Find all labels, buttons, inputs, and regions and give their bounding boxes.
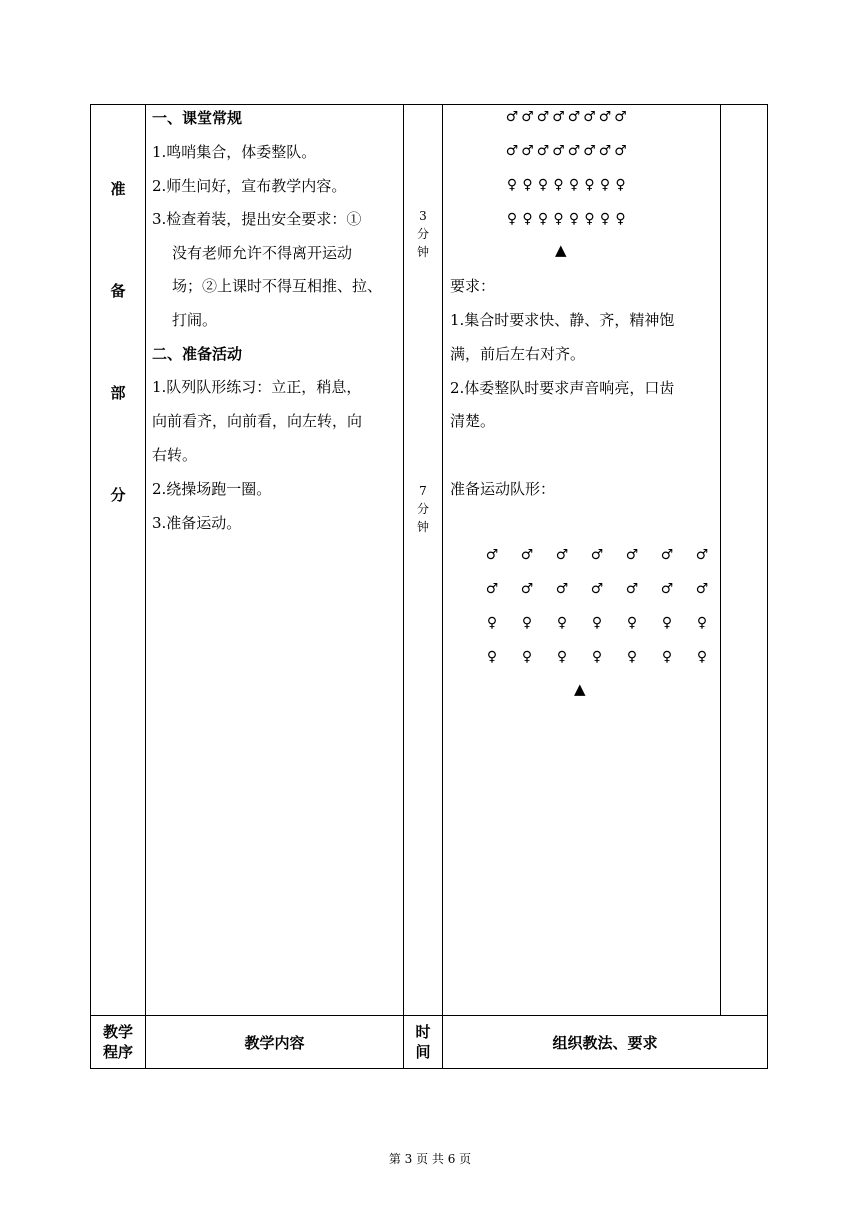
male-student-icon: ♂ [660,547,674,563]
female-student-icon: ♀ [661,649,673,665]
col-border-1 [145,104,146,1069]
teacher-triangle-icon: ▲ [555,241,567,259]
header-organization: 组织教法、要求 [552,1034,658,1052]
content-line: 1.鸣哨集合，体委整队。 [152,143,317,161]
female-student-icon: ♀ [486,615,498,631]
female-student-icon: ♀ [568,211,580,227]
header-time-line: 间 [415,1043,431,1061]
male-student-icon: ♂ [583,143,596,159]
male-student-icon: ♂ [625,547,639,563]
male-student-icon: ♂ [521,109,534,125]
female-student-icon: ♀ [506,177,518,193]
content-line: 2.绕操场跑一圈。 [152,480,272,498]
header-row-top-border [90,1015,768,1016]
section-heading: 一、课堂常规 [152,109,243,127]
content-line: 1.队列队形练习：立正，稍息， [152,378,362,396]
male-student-icon: ♂ [536,143,550,159]
side-label-char: 准 [110,180,126,198]
male-student-icon: ♂ [695,547,709,563]
female-student-icon: ♀ [661,615,673,631]
col-border-2 [403,104,404,1069]
female-student-icon: ♀ [626,649,638,665]
page-footer: 第 3 页 共 6 页 [388,1152,472,1166]
content-line: 场；②上课时不得互相推、拉、 [172,277,383,295]
side-label-char: 部 [110,384,126,402]
male-student-icon: ♂ [520,547,534,563]
side-label-char: 分 [110,486,126,504]
male-student-icon: ♂ [520,581,534,597]
female-student-icon: ♀ [584,211,595,227]
female-student-icon: ♀ [522,177,533,193]
teacher-triangle-icon: ▲ [574,680,586,698]
content-line: 3.检查着装，提出安全要求：① [152,210,362,228]
female-student-icon: ♀ [696,649,708,665]
female-student-icon: ♀ [615,211,626,227]
female-student-icon: ♀ [599,177,611,193]
content-line: 2.师生问好，宣布教学内容。 [152,177,347,195]
female-student-icon: ♀ [537,177,549,193]
header-procedure-line: 程序 [102,1043,133,1061]
section-heading: 二、准备活动 [152,345,243,363]
female-student-icon: ♀ [553,177,564,193]
male-student-icon: ♂ [567,143,581,159]
female-student-icon: ♀ [599,211,611,227]
male-student-icon: ♂ [614,143,627,159]
female-student-icon: ♀ [556,615,568,631]
col-border-right [767,104,768,1069]
female-student-icon: ♀ [521,649,533,665]
male-student-icon: ♂ [536,109,550,125]
header-procedure-line: 教学 [102,1023,133,1041]
time-char: 分 [416,502,429,516]
table-bottom-border [90,1068,768,1069]
content-line: 打闹。 [172,311,218,329]
male-student-icon: ♂ [485,581,499,597]
female-student-icon: ♀ [615,177,626,193]
female-student-icon: ♀ [568,177,580,193]
header-content: 教学内容 [244,1034,305,1052]
requirements-title: 要求： [450,277,496,295]
col-border-4 [720,104,721,1015]
female-student-icon: ♀ [521,615,533,631]
time-char: 钟 [416,520,429,534]
requirement-line: 2.体委整队时要求声音响亮，口齿 [450,379,675,397]
male-student-icon: ♂ [590,547,604,563]
female-student-icon: ♀ [696,615,708,631]
male-student-icon: ♂ [485,547,499,563]
time-char: 分 [416,227,429,241]
male-student-icon: ♂ [567,109,581,125]
female-student-icon: ♀ [591,615,603,631]
requirement-line: 1.集合时要求快、静、齐，精神饱 [450,311,675,329]
time-char: 7 [419,484,427,498]
male-student-icon: ♂ [660,581,674,597]
header-procedure [92,1022,144,1062]
male-student-icon: ♂ [521,143,534,159]
content-line: 向前看齐，向前看，向左转，向 [152,412,363,430]
header-time [404,1022,442,1062]
female-student-icon: ♀ [626,615,638,631]
male-student-icon: ♂ [695,581,709,597]
male-student-icon: ♂ [552,109,565,125]
female-student-icon: ♀ [584,177,595,193]
table-top-border [90,104,768,105]
time-char: 钟 [416,245,429,259]
time-char: 3 [419,209,427,223]
male-student-icon: ♂ [505,109,519,125]
col-border-left [90,104,91,1069]
content-line: 没有老师允许不得离开运动 [172,244,353,262]
male-student-icon: ♂ [555,547,569,563]
female-student-icon: ♀ [506,211,518,227]
female-student-icon: ♀ [522,211,533,227]
formation-title: 准备运动队形： [450,480,556,498]
male-student-icon: ♂ [625,581,639,597]
female-student-icon: ♀ [537,211,549,227]
male-student-icon: ♂ [598,109,612,125]
content-line: 右转。 [152,446,198,464]
male-student-icon: ♂ [598,143,612,159]
content-line: 3.准备运动。 [152,514,242,532]
female-student-icon: ♀ [486,649,498,665]
requirement-line: 清楚。 [450,412,496,430]
male-student-icon: ♂ [590,581,604,597]
male-student-icon: ♂ [505,143,519,159]
female-student-icon: ♀ [556,649,568,665]
male-student-icon: ♂ [583,109,596,125]
male-student-icon: ♂ [555,581,569,597]
male-student-icon: ♂ [552,143,565,159]
female-student-icon: ♀ [553,211,564,227]
female-student-icon: ♀ [591,649,603,665]
col-border-3 [442,104,443,1069]
side-label-char: 备 [110,282,126,300]
header-time-line: 时 [415,1023,431,1041]
male-student-icon: ♂ [614,109,627,125]
requirement-line: 满，前后左右对齐。 [450,345,586,363]
